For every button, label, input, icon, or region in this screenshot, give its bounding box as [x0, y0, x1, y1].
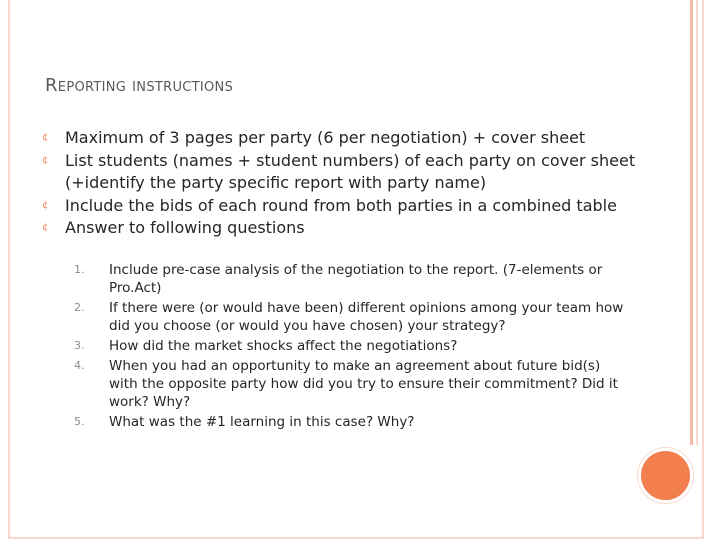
question-item: [66, 357, 626, 411]
decorative-circle: [638, 448, 693, 503]
question-item: [66, 299, 626, 335]
question-number: 5.: [74, 415, 85, 428]
bullet-mark-icon: ¢: [42, 132, 49, 143]
bullet-mark-icon: ¢: [42, 199, 49, 211]
question-list: [66, 261, 626, 433]
question-text: What was the #1 learning in this case? Why?: [109, 414, 415, 430]
question-item: [66, 261, 626, 297]
bullet-item: [42, 217, 642, 240]
bullet-item: [42, 127, 642, 150]
question-number: 4.: [74, 359, 85, 372]
question-number: 1.: [74, 263, 85, 276]
question-text: When you had an opportunity to make an agreement about future bid(s) with the opposite party how did you try to ensure their commitment? Did it work? Why?: [109, 358, 618, 410]
question-item: [66, 413, 626, 431]
question-text: If there were (or would have been) different opinions among your team how did you choose (or would you have chosen) your strategy?: [109, 300, 624, 334]
bullet-text: Include the bids of each round from both parties in a combined table: [65, 195, 617, 215]
bullet-mark-icon: ¢: [42, 154, 49, 166]
bullet-mark-icon: ¢: [42, 222, 49, 233]
title-text: Reporting instructions: [45, 75, 234, 96]
decorative-bar-thin: [696, 0, 698, 445]
question-number: 2.: [74, 301, 85, 314]
decorative-bar: [690, 0, 693, 445]
slide-title: [45, 75, 233, 96]
bullet-text: List students (names + student numbers) of each party on cover sheet (+identify the party specific report with party name): [65, 150, 636, 192]
question-text: Include pre-case analysis of the negotiation to the report. (7-elements or Pro.Act): [109, 262, 603, 296]
bullet-text: Answer to following questions: [65, 218, 305, 237]
question-number: 3.: [74, 339, 85, 352]
bullet-text: Maximum of 3 pages per party (6 per negotiation) + cover sheet: [65, 128, 586, 147]
bullet-list: [42, 127, 642, 240]
question-text: How did the market shocks affect the negotiations?: [109, 338, 458, 354]
bullet-item: [42, 150, 642, 195]
bullet-item: [42, 195, 642, 218]
question-item: [66, 337, 626, 355]
